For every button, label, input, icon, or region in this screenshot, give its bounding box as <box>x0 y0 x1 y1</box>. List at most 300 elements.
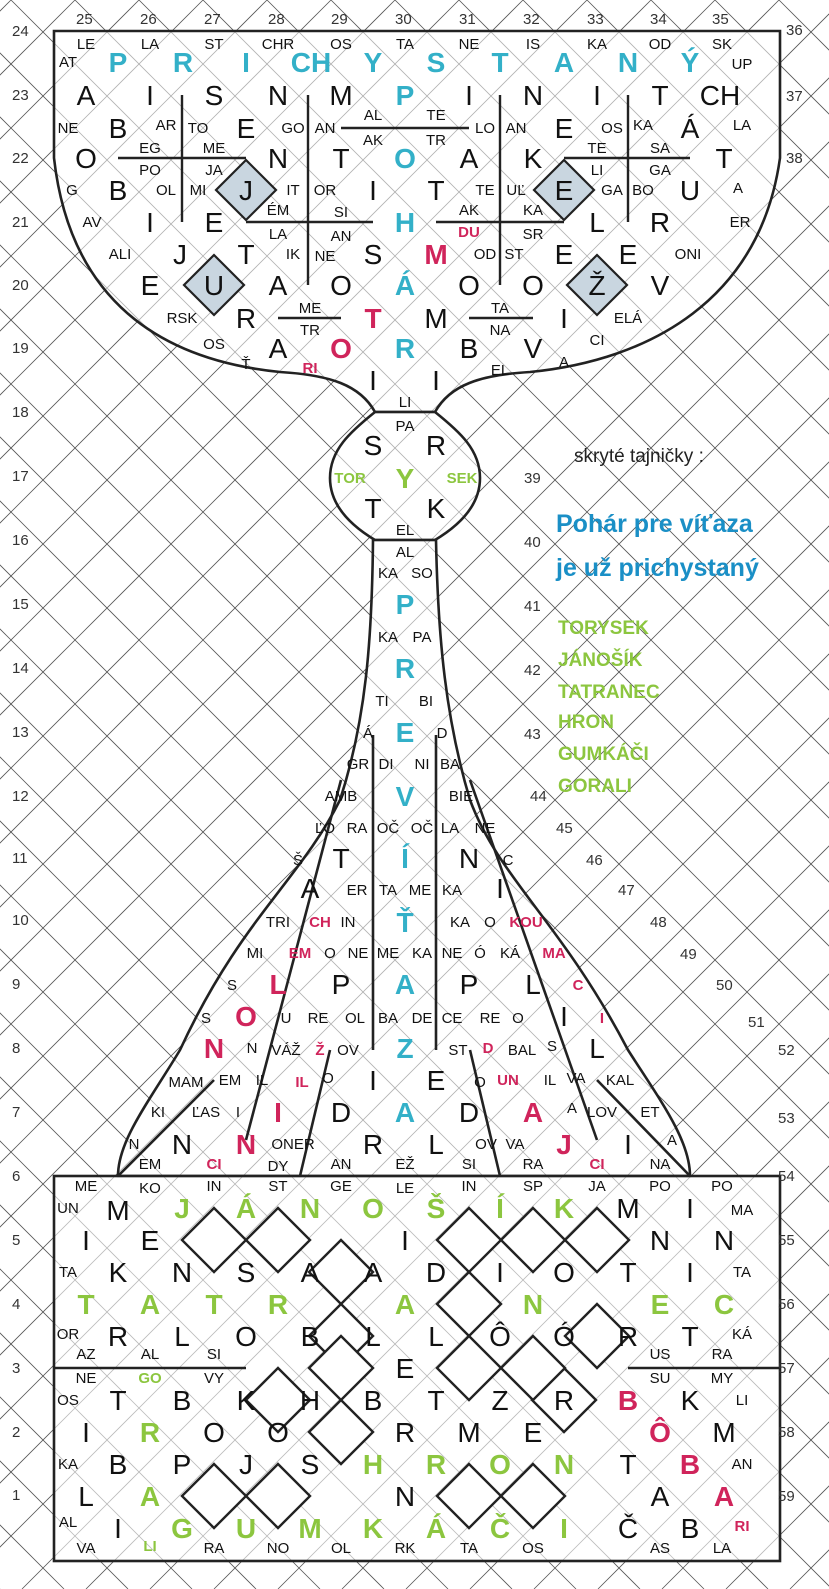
clue-fragment: MI <box>246 945 264 962</box>
letter-cell: I <box>496 1257 504 1288</box>
letter-cell: M <box>424 303 448 334</box>
letter-cell: Á <box>680 113 700 144</box>
clue-fragment: ST <box>268 1178 288 1195</box>
clue-fragment: AV <box>82 214 102 231</box>
clue-fragment: LE <box>76 36 96 53</box>
clue-fragment: TA <box>490 300 510 317</box>
column-number: 26 <box>140 11 157 28</box>
clue-fragment: ĽO <box>314 820 336 837</box>
clue-fragment: Ž <box>315 1042 325 1059</box>
column-number: 30 <box>395 11 412 28</box>
letter-cell: A <box>394 1289 416 1320</box>
clue-fragment: A <box>666 1132 678 1149</box>
column-number: 32 <box>523 11 540 28</box>
clue-fragment: DE <box>411 1010 433 1027</box>
row-number: 20 <box>12 277 29 294</box>
clue-fragment: S <box>200 1010 212 1027</box>
clue-fragment: A <box>732 180 744 197</box>
answer-5: GUMKÁČI <box>558 744 649 765</box>
side-number: 41 <box>524 598 541 615</box>
clue-fragment: LI <box>735 1392 749 1409</box>
letter-cell: E <box>523 1417 543 1448</box>
letter-cell: K <box>236 1385 256 1416</box>
letter-cell: M <box>457 1417 481 1448</box>
clue-fragment: NE <box>347 945 369 962</box>
clue-fragment: KA <box>632 117 654 134</box>
letter-cell: I <box>274 1097 282 1128</box>
letter-cell: I <box>82 1225 90 1256</box>
clue-fragment: NO <box>266 1540 290 1557</box>
clue-fragment: O <box>474 1074 486 1091</box>
letter-cell: E <box>236 113 256 144</box>
clue-fragment: VA <box>566 1070 586 1087</box>
clue-fragment: SU <box>649 1370 671 1387</box>
letter-cell: B <box>300 1321 320 1352</box>
clue-fragment: KA <box>586 36 608 53</box>
letter-cell: Y <box>363 47 383 78</box>
clue-fragment: KA <box>411 945 433 962</box>
letter-cell: I <box>432 365 440 396</box>
letter-cell: Á <box>235 1193 257 1224</box>
row-number: 24 <box>12 23 29 40</box>
clue-fragment: OČ <box>376 820 400 837</box>
letter-cell: U <box>679 175 701 206</box>
letter-cell: R <box>107 1321 129 1352</box>
clue-fragment: CHR <box>261 36 295 53</box>
row-number: 7 <box>12 1104 21 1121</box>
clue-fragment: RA <box>711 1346 733 1363</box>
letter-cell: T <box>364 493 382 524</box>
letter-cell: I <box>146 207 154 238</box>
clue-fragment: OČ <box>410 820 434 837</box>
clue-fragment: KA <box>57 1456 79 1473</box>
clue-fragment: MA <box>730 1202 754 1219</box>
letter-cell: R <box>394 333 416 364</box>
clue-fragment: BAL <box>507 1042 537 1059</box>
letter-cell: O <box>458 270 480 301</box>
clue-fragment: ER <box>346 882 368 899</box>
letter-cell: N <box>522 1289 544 1320</box>
letter-cell: S <box>236 1257 256 1288</box>
clue-fragment: AK <box>458 202 480 219</box>
side-number: 45 <box>556 820 573 837</box>
side-number: 51 <box>748 1014 765 1031</box>
letter-cell: L <box>525 969 541 1000</box>
letter-cell: T <box>651 80 669 111</box>
clue-fragment: RA <box>522 1156 544 1173</box>
clue-fragment: UN <box>57 1200 79 1217</box>
clue-fragment: PA <box>395 418 415 435</box>
letter-cell: R <box>267 1289 289 1320</box>
letter-cell: E <box>395 1353 415 1384</box>
clue-fragment: SA <box>649 140 671 157</box>
row-number: 12 <box>12 788 29 805</box>
clue-fragment: TA <box>732 1264 752 1281</box>
letter-cell: I <box>369 175 377 206</box>
side-number: 48 <box>650 914 667 931</box>
row-number: 4 <box>12 1296 21 1313</box>
clue-fragment: AN <box>330 1156 352 1173</box>
clue-fragment: KO <box>139 1180 161 1197</box>
clue-fragment: RK <box>394 1540 416 1557</box>
letter-cell: A <box>394 1097 416 1128</box>
letter-cell: Y <box>395 463 415 494</box>
clue-fragment: ET <box>640 1104 660 1121</box>
letter-cell: I <box>686 1193 694 1224</box>
clue-fragment: NE <box>441 945 463 962</box>
letter-cell: N <box>713 1225 735 1256</box>
letter-cell: O <box>235 1321 257 1352</box>
letter-cell: K <box>108 1257 128 1288</box>
clue-fragment: TI <box>375 693 389 710</box>
clue-fragment: LE <box>395 1180 415 1197</box>
letter-cell: D <box>458 1097 480 1128</box>
letter-cell: Ť <box>396 907 414 938</box>
letter-cell: J <box>174 1193 190 1224</box>
clue-fragment: C <box>502 852 514 869</box>
clue-fragment: AL <box>58 1514 78 1531</box>
clue-fragment: KA <box>522 202 544 219</box>
clue-fragment: RE <box>307 1010 329 1027</box>
letter-cell: E <box>554 175 574 206</box>
letter-cell: R <box>649 207 671 238</box>
letter-cell: S <box>300 1449 320 1480</box>
column-number: 35 <box>712 11 729 28</box>
letter-cell: R <box>425 1449 447 1480</box>
letter-cell: R <box>362 1129 384 1160</box>
side-number: 59 <box>778 1488 795 1505</box>
row-number: 6 <box>12 1168 21 1185</box>
letter-cell: A <box>139 1289 161 1320</box>
clue-fragment: BO <box>632 182 654 199</box>
clue-fragment: AR <box>155 117 177 134</box>
clue-fragment: Á <box>362 725 374 742</box>
letter-cell: I <box>401 1225 409 1256</box>
side-number: 38 <box>786 150 803 167</box>
clue-fragment: MAM <box>168 1074 204 1091</box>
side-number: 37 <box>786 88 803 105</box>
message-line-1: Pohár pre víťaza <box>556 510 753 538</box>
clue-fragment: CI <box>589 1156 605 1173</box>
clue-fragment: JA <box>205 162 223 179</box>
letter-cell: A <box>363 1257 383 1288</box>
clue-fragment: GR <box>346 756 370 773</box>
clue-fragment: GA <box>649 162 671 179</box>
letter-cell: L <box>589 1033 605 1064</box>
letter-cell: E <box>554 113 574 144</box>
clue-fragment: EŽ <box>395 1156 415 1173</box>
letter-cell: T <box>491 47 509 78</box>
letter-cell: K <box>362 1513 384 1544</box>
clue-fragment: LO <box>474 120 496 137</box>
letter-cell: P <box>108 47 128 78</box>
letter-cell: M <box>106 1195 130 1226</box>
clue-fragment: O <box>484 914 496 931</box>
clue-fragment: RI <box>734 1518 750 1535</box>
column-number: 25 <box>76 11 93 28</box>
letter-cell: V <box>650 270 670 301</box>
clue-fragment: TO <box>187 120 209 137</box>
letter-cell: Ž <box>588 270 606 301</box>
clue-fragment: AL <box>140 1346 160 1363</box>
letter-cell: I <box>82 1417 90 1448</box>
letter-cell: A <box>713 1481 735 1512</box>
clue-fragment: ME <box>298 300 322 317</box>
clue-fragment: RA <box>203 1540 225 1557</box>
letter-cell: N <box>171 1257 193 1288</box>
clue-fragment: TE <box>426 107 446 124</box>
letter-cell: A <box>268 333 288 364</box>
letter-cell: L <box>365 1321 381 1352</box>
clue-fragment: PO <box>139 162 161 179</box>
row-number: 17 <box>12 468 29 485</box>
letter-cell: O <box>522 270 544 301</box>
clue-fragment: GO <box>281 120 305 137</box>
letter-cell: I <box>369 365 377 396</box>
side-number: 47 <box>618 882 635 899</box>
clue-fragment: TE <box>475 182 495 199</box>
clue-fragment: EL <box>395 522 415 539</box>
letter-cell: T <box>237 239 255 270</box>
letter-cell: A <box>553 47 575 78</box>
clue-fragment: ME <box>74 1178 98 1195</box>
clue-fragment: IN <box>206 1178 222 1195</box>
letter-cell: I <box>624 1129 632 1160</box>
letter-cell: P <box>172 1449 192 1480</box>
clue-fragment: EM <box>138 1156 162 1173</box>
clue-fragment: OV <box>337 1042 359 1059</box>
side-number: 44 <box>530 788 547 805</box>
letter-cell: Ô <box>489 1321 511 1352</box>
letter-cell: N <box>617 47 639 78</box>
clue-fragment: DI <box>378 756 394 773</box>
clue-fragment: RSK <box>166 310 198 327</box>
clue-fragment: U <box>280 1010 292 1027</box>
clue-fragment: NE <box>75 1370 97 1387</box>
clue-fragment: EG <box>139 140 161 157</box>
letter-cell: Z <box>396 1033 414 1064</box>
column-number: 34 <box>650 11 667 28</box>
clue-fragment: VÁŽ <box>271 1042 301 1059</box>
clue-fragment: OR <box>313 182 337 199</box>
clue-fragment: RE <box>479 1010 501 1027</box>
clue-fragment: ST <box>448 1042 468 1059</box>
clue-fragment: SEK <box>446 470 478 487</box>
letter-cell: O <box>267 1417 289 1448</box>
clue-fragment: EM <box>218 1072 242 1089</box>
letter-cell: N <box>235 1129 257 1160</box>
letter-cell: E <box>140 270 160 301</box>
clue-fragment: SK <box>711 36 733 53</box>
letter-cell: K <box>680 1385 700 1416</box>
letter-cell: B <box>108 1449 128 1480</box>
clue-fragment: OS <box>203 336 225 353</box>
clue-fragment: LA <box>440 820 460 837</box>
clue-fragment: KAL <box>605 1072 635 1089</box>
letter-cell: A <box>650 1481 670 1512</box>
clue-fragment: VA <box>505 1136 525 1153</box>
letter-cell: E <box>140 1225 160 1256</box>
letter-cell: L <box>428 1321 444 1352</box>
row-number: 5 <box>12 1232 21 1249</box>
clue-fragment: BI <box>418 693 434 710</box>
clue-fragment: CH <box>309 914 331 931</box>
letter-cell: Š <box>426 1193 446 1224</box>
clue-fragment: N <box>246 1040 258 1057</box>
clue-fragment: OV <box>475 1136 497 1153</box>
letter-cell: B <box>108 113 128 144</box>
side-number: 46 <box>586 852 603 869</box>
clue-fragment: A <box>558 354 570 371</box>
clue-fragment: ELÁ <box>613 310 643 327</box>
clue-fragment: BIE <box>448 788 474 805</box>
clue-fragment: IS <box>525 36 541 53</box>
clue-fragment: OS <box>522 1540 544 1557</box>
letter-cell: R <box>235 303 257 334</box>
letter-cell: A <box>300 873 320 904</box>
answer-4: HRON <box>558 712 614 733</box>
letter-cell: R <box>139 1417 161 1448</box>
letter-cell: R <box>425 430 447 461</box>
side-number: 58 <box>778 1424 795 1441</box>
row-number: 15 <box>12 596 29 613</box>
letter-cell: I <box>496 873 504 904</box>
clue-fragment: ST <box>504 246 524 263</box>
letter-cell: E <box>618 239 638 270</box>
letter-cell: R <box>553 1385 575 1416</box>
answer-2: JÁNOŠÍK <box>558 650 643 671</box>
clue-fragment: PO <box>649 1178 671 1195</box>
letter-cell: J <box>556 1129 572 1160</box>
letter-cell: I <box>114 1513 122 1544</box>
letter-cell: M <box>298 1513 322 1544</box>
clue-fragment: RA <box>346 820 368 837</box>
clue-fragment: O <box>324 945 336 962</box>
letter-cell: N <box>299 1193 321 1224</box>
clue-fragment: TA <box>395 36 415 53</box>
row-number: 2 <box>12 1424 21 1441</box>
letter-cell: A <box>394 969 416 1000</box>
letter-cell: A <box>459 143 479 174</box>
letter-cell: Á <box>425 1513 447 1544</box>
side-number: 54 <box>778 1168 795 1185</box>
letter-cell: M <box>616 1193 640 1224</box>
clue-fragment: O <box>512 1010 524 1027</box>
clue-fragment: ÉM <box>266 202 290 219</box>
clue-fragment: N <box>128 1136 140 1153</box>
clue-fragment: RI <box>302 360 318 377</box>
clue-fragment: KÁ <box>499 945 521 962</box>
clue-fragment: TA <box>378 882 398 899</box>
clue-fragment: KA <box>449 914 471 931</box>
clue-fragment: UN <box>497 1072 519 1089</box>
letter-cell: Í <box>401 843 409 874</box>
clue-fragment: O <box>322 1070 334 1087</box>
clue-fragment: CI <box>589 332 605 349</box>
letter-cell: O <box>330 270 352 301</box>
clue-fragment: SP <box>522 1178 544 1195</box>
clue-fragment: OL <box>344 1010 366 1027</box>
clue-fragment: ME <box>202 140 226 157</box>
letter-cell: B <box>172 1385 192 1416</box>
letter-cell: R <box>617 1321 639 1352</box>
letter-cell: L <box>589 207 605 238</box>
letter-cell: O <box>75 143 97 174</box>
letter-cell: B <box>108 175 128 206</box>
letter-cell: L <box>269 969 287 1000</box>
letter-cell: L <box>174 1321 190 1352</box>
clue-fragment: EM <box>288 945 312 962</box>
message-line-2: je už prichystaný <box>556 554 759 582</box>
letter-cell: O <box>362 1193 384 1224</box>
clue-fragment: C <box>572 977 584 994</box>
letter-cell: B <box>363 1385 383 1416</box>
clue-fragment: SI <box>206 1346 222 1363</box>
column-number: 28 <box>268 11 285 28</box>
clue-fragment: UP <box>731 56 753 73</box>
letter-cell: V <box>523 333 543 364</box>
clue-fragment: IN <box>461 1178 477 1195</box>
side-number: 57 <box>778 1360 795 1377</box>
clue-fragment: IL <box>543 1072 557 1089</box>
letter-cell: O <box>394 143 416 174</box>
clue-fragment: IL <box>255 1072 269 1089</box>
letter-cell: N <box>394 1481 416 1512</box>
clue-fragment: LA <box>732 117 752 134</box>
letter-cell: Á <box>394 270 416 301</box>
clue-fragment: IL <box>295 1074 309 1091</box>
letter-cell: B <box>617 1385 639 1416</box>
clue-fragment: AZ <box>76 1346 96 1363</box>
letter-cell: S <box>204 80 224 111</box>
side-number: 40 <box>524 534 541 551</box>
column-number: 33 <box>587 11 604 28</box>
side-number: 52 <box>778 1042 795 1059</box>
letter-cell: J <box>173 239 187 270</box>
letter-cell: R <box>172 47 194 78</box>
clue-fragment: ALI <box>108 246 132 263</box>
clue-fragment: OS <box>601 120 623 137</box>
letter-cell: I <box>146 80 154 111</box>
clue-fragment: LA <box>268 226 288 243</box>
row-number: 11 <box>12 850 28 867</box>
clue-fragment: NI <box>414 756 430 773</box>
letter-cell: M <box>329 80 353 111</box>
side-number: 42 <box>524 662 541 679</box>
letter-cell: N <box>203 1033 225 1064</box>
row-number: 10 <box>12 912 29 929</box>
letter-cell: T <box>332 143 350 174</box>
row-number: 1 <box>12 1487 21 1504</box>
clue-fragment: TE <box>587 140 607 157</box>
clue-fragment: OS <box>57 1392 79 1409</box>
clue-fragment: NE <box>458 36 480 53</box>
clue-fragment: TA <box>58 1264 78 1281</box>
letter-cell: I <box>560 1513 568 1544</box>
letter-cell: CH <box>699 80 741 111</box>
clue-fragment: G <box>66 182 78 199</box>
answer-1: TORYSEK <box>558 618 649 639</box>
clue-fragment: KA <box>377 565 399 582</box>
clue-fragment: S <box>226 977 238 994</box>
clue-fragment: AL <box>395 544 415 561</box>
letter-cell: Í <box>496 1193 504 1224</box>
clue-fragment: OD <box>473 246 497 263</box>
letter-cell: T <box>77 1289 95 1320</box>
letter-cell: K <box>426 493 446 524</box>
clue-fragment: CE <box>441 1010 463 1027</box>
letter-cell: N <box>522 80 544 111</box>
